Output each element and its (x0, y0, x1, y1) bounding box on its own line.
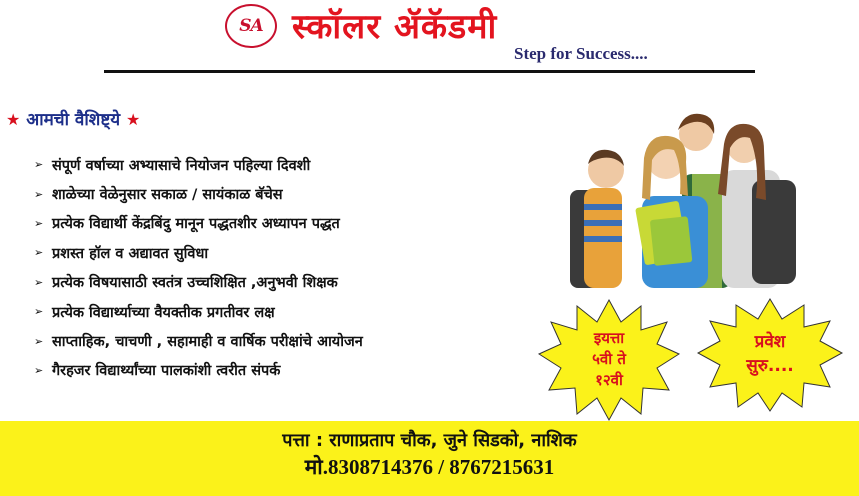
feature-item: ➢ प्रत्येक विद्यार्थ्याच्या वैयक्तीक प्रगतीवर लक्ष (34, 304, 275, 321)
arrow-bullet-icon: ➢ (34, 187, 44, 201)
logo-text: SA (239, 16, 263, 36)
grades-line-1: इयत्ता (593, 329, 625, 347)
address: पत्ता : राणाप्रताप चौक, जुने सिडको, नाशिक (282, 430, 577, 451)
features-heading (6, 107, 140, 130)
feature-item: ➢ शाळेच्या वेळेनुसार सकाळ / सायंकाळ बॅचेस (34, 187, 283, 204)
tagline: Step for Success.... (514, 44, 648, 63)
students-photo (562, 104, 806, 288)
feature-item: ➢ गैरहजर विद्यार्थ्यांच्या पालकांशी त्वरीत संपर्क (34, 363, 281, 380)
arrow-bullet-icon: ➢ (34, 246, 44, 260)
admission-line-2: सुरु.... (746, 356, 794, 376)
feature-item: ➢ प्रत्येक विषयासाठी स्वतंत्र उच्चशिक्षित ,अनुभवी शिक्षक (34, 275, 338, 292)
academy-title: स्कॉलर ॲकॅडमी (292, 7, 498, 47)
logo (225, 4, 277, 48)
star-icon: ★ (126, 110, 141, 129)
features-list (34, 150, 363, 385)
arrow-bullet-icon: ➢ (34, 158, 44, 172)
admission-badge (696, 330, 844, 378)
arrow-bullet-icon: ➢ (34, 275, 44, 289)
feature-item: ➢ साप्ताहिक, चाचणी , सहामाही व वार्षिक परीक्षांचे आयोजन (34, 334, 363, 351)
grades-badge (537, 328, 681, 391)
students-illustration (562, 104, 806, 288)
grades-line-3: १२वी (595, 371, 623, 389)
features-heading-text: आमची वैशिष्ट्ये (26, 110, 121, 130)
grades-line-2: ५वी ते (592, 350, 626, 368)
header-divider (104, 70, 755, 73)
arrow-bullet-icon: ➢ (34, 363, 44, 377)
feature-item: ➢ प्रत्येक विद्यार्थी केंद्रबिंदु मानून पद्धतशीर अध्यापन पद्धत (34, 216, 340, 233)
star-icon: ★ (6, 110, 21, 129)
feature-item: ➢ संपूर्ण वर्षाच्या अभ्यासाचे नियोजन पहिल्या दिवशी (34, 157, 311, 174)
feature-item: ➢ प्रशस्त हॉल व अद्यावत सुविधा (34, 245, 209, 262)
admission-line-1: प्रवेश (754, 332, 786, 352)
arrow-bullet-icon: ➢ (34, 334, 44, 348)
arrow-bullet-icon: ➢ (34, 305, 44, 319)
phone-numbers: मो.8308714376 / 8767215631 (304, 455, 555, 479)
arrow-bullet-icon: ➢ (34, 216, 44, 230)
